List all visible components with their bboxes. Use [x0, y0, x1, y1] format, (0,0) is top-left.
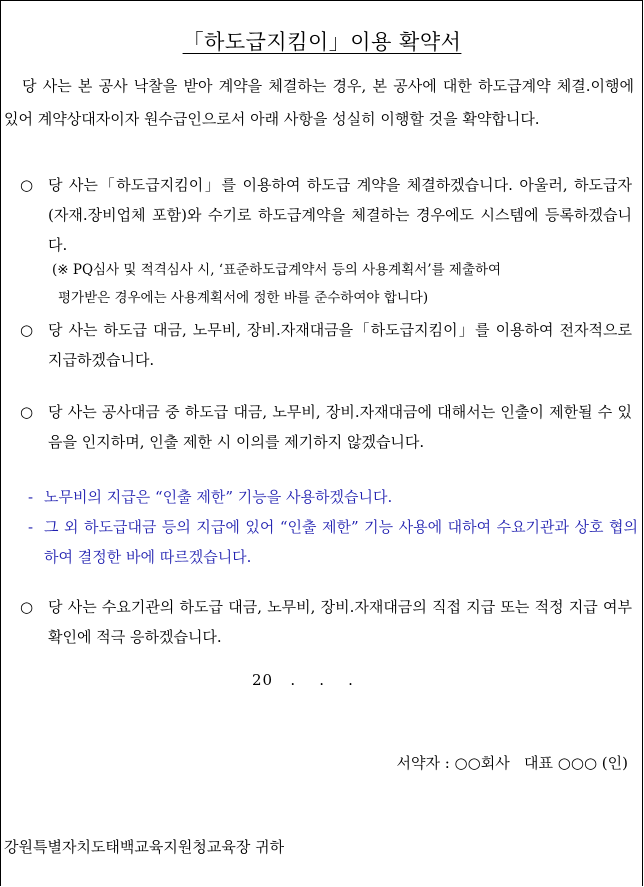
pledge-item-text: 당 사는 하도급 대금, 노무비, 장비.자재대금을「하도급지킴이」를 이용하여 전자적으로 지급하겠습니다.: [48, 321, 632, 369]
dash-icon: -: [28, 488, 34, 506]
pq-note-line-1: (※ PQ심사 및 적격심사 시, ‘표준하도급계약서 등의 사용계획서’를 제출하여: [52, 262, 502, 278]
sub-item-1: [28, 482, 638, 512]
date-line: 20 . . .: [252, 671, 354, 689]
intro-paragraph: 당 사는 본 공사 낙찰을 받아 계약을 체결하는 경우, 본 공사에 대한 하도급계약 체결.이행에 있어 계약상대자이자 원수급인으로서 아래 사항을 성실히 이행할 것을 확약합니다.: [4, 77, 634, 128]
sub-item-text: 노무비의 지급은 “인출 제한” 기능을 사용하겠습니다.: [44, 488, 393, 506]
bullet-circle-icon: ○: [20, 598, 34, 616]
sub-item-2: [28, 512, 638, 572]
pledge-item-4: [20, 592, 632, 652]
pledge-item-1: [20, 170, 632, 260]
bullet-circle-icon: ○: [20, 176, 34, 194]
bullet-circle-icon: ○: [20, 403, 34, 421]
document-title: 「하도급지킴이」이용 확약서: [182, 30, 462, 54]
pledge-item-2: [20, 315, 632, 375]
bullet-circle-icon: ○: [20, 321, 34, 339]
signature-line: 서약자 : ○○회사 대표 ○○○ (인): [396, 754, 628, 772]
pq-note: [52, 256, 632, 312]
sub-item-text: 그 외 하도급대금 등의 지급에 있어 “인출 제한” 기능 사용에 대하여 수요기관과 상호 협의하여 결정한 바에 따르겠습니다.: [44, 518, 638, 566]
pq-note-line-2: 평가받은 경우에는 사용계획서에 정한 바를 준수하여야 합니다): [58, 290, 429, 306]
pledge-item-3: [20, 397, 632, 457]
addressee: 강원특별자치도태백교육지원청교육장 귀하: [4, 838, 285, 856]
pledge-item-text: 당 사는「하도급지킴이」를 이용하여 하도급 계약을 체결하겠습니다. 아울러, 하도급자(자재.장비업체 포함)와 수기로 하도급계약을 체결하는 경우에도 시스템에 등록하겠습니다.: [48, 176, 632, 254]
dash-icon: -: [28, 518, 34, 536]
pledge-item-text: 당 사는 공사대금 중 하도급 대금, 노무비, 장비.자재대금에 대해서는 인출이 제한될 수 있음을 인지하며, 인출 제한 시 이의를 제기하지 않겠습니다.: [48, 403, 632, 451]
pledge-item-text: 당 사는 수요기관의 하도급 대금, 노무비, 장비.자재대금의 직접 지급 또는 적정 지급 여부 확인에 적극 응하겠습니다.: [48, 598, 632, 646]
